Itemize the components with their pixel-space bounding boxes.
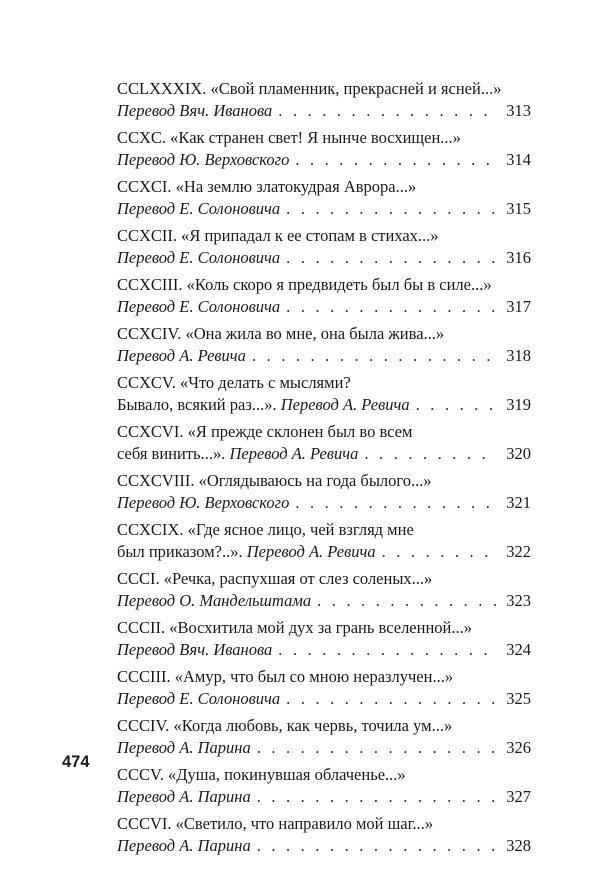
toc-entry-reference-line <box>117 100 531 122</box>
toc-entry-reference-line <box>117 443 531 465</box>
toc-entry-credit <box>117 639 272 661</box>
toc-entry-reference-line <box>117 737 531 759</box>
toc-entry <box>117 568 531 611</box>
toc-entry-title: CCCVI. «Светило, что направило мой шаг...» <box>117 814 434 833</box>
toc-entry-credit <box>117 247 280 269</box>
toc-entry-title: CCXCI. «На землю златокудрая Аврора...» <box>117 177 417 196</box>
toc-entry-title-continuation: был приказом?..». <box>117 541 243 561</box>
toc-entry-reference-line <box>117 639 531 661</box>
toc-entry-title: CCXCIII. «Коль скоро я предвидеть был бы в силе...» <box>117 275 492 294</box>
toc-entry <box>117 813 531 856</box>
dot-leader <box>252 345 497 367</box>
toc-entry-reference-line <box>117 296 531 318</box>
toc-entry <box>117 666 531 709</box>
toc-entry <box>117 470 531 513</box>
dot-leader <box>257 835 497 857</box>
dot-leader <box>278 100 497 122</box>
toc-entry-credit <box>117 443 358 465</box>
toc-entry-translator: Перевод Вяч. Иванова <box>117 100 273 120</box>
toc-entry-page-number: 323 <box>506 590 531 610</box>
toc-entry-credit <box>117 737 251 759</box>
toc-entry-title: CCCIV. «Когда любовь, как червь, точила ум...» <box>117 716 453 735</box>
toc-entry-page-number: 314 <box>506 149 531 169</box>
toc-entry <box>117 78 531 121</box>
toc-entry-translator: Перевод А. Парина <box>117 786 251 806</box>
toc-entry-page-number: 324 <box>506 639 531 659</box>
toc-entry-translator: Перевод А. Парина <box>117 737 251 757</box>
toc-entry-translator: Перевод Ю. Верховского <box>117 149 290 169</box>
toc-entry-title: CCCV. «Душа, покинувшая облаченье...» <box>117 765 406 784</box>
toc-entry-credit <box>117 688 280 710</box>
toc-entry-reference-line <box>117 590 531 612</box>
dot-leader <box>257 737 497 759</box>
toc-entry-reference-line <box>117 149 531 171</box>
toc-entry <box>117 323 531 366</box>
toc-entry <box>117 274 531 317</box>
toc-entry-title: CCCI. «Речка, распухшая от слез соленых...» <box>117 569 433 588</box>
toc-entry-translator: Перевод Е. Солоновича <box>117 198 281 218</box>
toc-entry-page-number: 315 <box>506 198 531 218</box>
toc-entry-reference-line <box>117 541 531 563</box>
toc-entry-credit <box>117 492 289 514</box>
toc-entry-translator: Перевод А. Ревича <box>280 394 410 414</box>
toc-entry-page-number: 316 <box>506 247 531 267</box>
toc-entry-title: CCXCIV. «Она жила во мне, она была жива...» <box>117 324 445 343</box>
toc-entry-page-number: 321 <box>506 492 531 512</box>
toc-entry-credit <box>117 345 246 367</box>
toc-entry-title: CCXCVI. «Я прежде склонен был во всем <box>117 422 413 441</box>
toc-entry-translator: Перевод Вяч. Иванова <box>117 639 273 659</box>
toc-entry-page-number: 328 <box>506 835 531 855</box>
toc-entry-translator: Перевод Е. Солоновича <box>117 688 281 708</box>
toc-entry-credit <box>117 541 376 563</box>
toc-entry-page-number: 326 <box>506 737 531 757</box>
toc-entry-title: CCXC. «Как странен свет! Я нынче восхищен...» <box>117 128 461 147</box>
toc-entry <box>117 617 531 660</box>
page-number: 474 <box>62 753 90 771</box>
toc-entry-translator: Перевод А. Ревича <box>229 443 359 463</box>
toc-entry-title-continuation: Бывало, всякий раз...». <box>117 394 277 414</box>
dot-leader <box>286 247 497 269</box>
toc-entry <box>117 421 531 464</box>
toc-entry-translator: Перевод Е. Солоновича <box>117 247 281 267</box>
toc-entry-reference-line <box>117 345 531 367</box>
toc-entry-page-number: 320 <box>506 443 531 463</box>
dot-leader <box>416 394 497 416</box>
toc-entry-credit <box>117 786 251 808</box>
dot-leader <box>295 492 497 514</box>
toc-entry <box>117 764 531 807</box>
toc-entry-reference-line <box>117 786 531 808</box>
toc-entry-title: CCCIII. «Амур, что был со мною неразлучен...» <box>117 667 454 686</box>
toc-entry-credit <box>117 394 410 416</box>
toc-entry-credit <box>117 296 280 318</box>
toc-entry-reference-line <box>117 198 531 220</box>
toc-entry-reference-line <box>117 394 531 416</box>
toc-entry-title-continuation: себя винить...». <box>117 443 226 463</box>
toc-entry-credit <box>117 835 251 857</box>
toc-entry <box>117 715 531 758</box>
toc-entry <box>117 519 531 562</box>
toc-entry-page-number: 327 <box>506 786 531 806</box>
dot-leader <box>286 688 497 710</box>
dot-leader <box>317 590 497 612</box>
toc-entry-reference-line <box>117 835 531 857</box>
toc-entry-title: CCXCVIII. «Оглядываюсь на года былого...» <box>117 471 432 490</box>
toc-entry-credit <box>117 198 280 220</box>
toc-entry-page-number: 319 <box>506 394 531 414</box>
dot-leader <box>364 443 497 465</box>
toc-entry-translator: Перевод А. Ревича <box>246 541 376 561</box>
toc-entry-page-number: 313 <box>506 100 531 120</box>
toc-entry-credit <box>117 100 272 122</box>
toc-entry-translator: Перевод Е. Солоновича <box>117 296 281 316</box>
toc-entry <box>117 127 531 170</box>
toc-entry <box>117 225 531 268</box>
dot-leader <box>286 198 497 220</box>
toc-entry <box>117 372 531 415</box>
dot-leader <box>286 296 497 318</box>
toc-entry-title: CCXCII. «Я припадал к ее стопам в стихах...» <box>117 226 439 245</box>
dot-leader <box>382 541 497 563</box>
toc-entry-reference-line <box>117 688 531 710</box>
toc-entry-reference-line <box>117 492 531 514</box>
toc-entry-translator: Перевод А. Парина <box>117 835 251 855</box>
table-of-contents <box>117 78 531 862</box>
toc-entry-title: CCXCV. «Что делать с мыслями? <box>117 373 351 392</box>
toc-entry-title: CCCII. «Восхитила мой дух за грань вселенной...» <box>117 618 472 637</box>
toc-entry-page-number: 325 <box>506 688 531 708</box>
toc-entry-translator: Перевод А. Ревича <box>117 345 246 365</box>
toc-entry-credit <box>117 149 289 171</box>
toc-entry-title: CCXCIX. «Где ясное лицо, чей взгляд мне <box>117 520 414 539</box>
toc-entry-translator: Перевод Ю. Верховского <box>117 492 290 512</box>
dot-leader <box>295 149 497 171</box>
dot-leader <box>257 786 497 808</box>
toc-entry-page-number: 322 <box>506 541 531 561</box>
toc-entry-translator: Перевод О. Мандельштама <box>117 590 312 610</box>
toc-entry-credit <box>117 590 311 612</box>
toc-entry <box>117 176 531 219</box>
dot-leader <box>278 639 497 661</box>
toc-entry-reference-line <box>117 247 531 269</box>
toc-entry-title: CCLXXXIX. «Свой пламенник, прекрасней и ясней...» <box>117 79 502 98</box>
toc-entry-page-number: 318 <box>506 345 531 365</box>
toc-entry-page-number: 317 <box>506 296 531 316</box>
